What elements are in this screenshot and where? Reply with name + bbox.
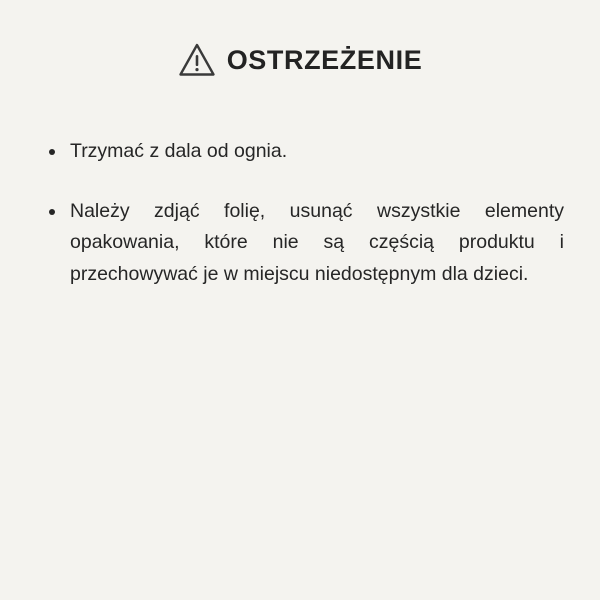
warning-triangle-icon bbox=[178, 42, 216, 78]
warning-content bbox=[0, 136, 600, 290]
list-item-text: Należy zdjąć folię, usunąć wszystkie elementy opakowania, które nie są częścią produktu i przechowywać je w miejscu niedostępnym dla dzieci. bbox=[70, 199, 564, 285]
list-item-text: Trzymać z dala od ognia. bbox=[70, 140, 288, 162]
page-title: OSTRZEŻENIE bbox=[226, 44, 423, 75]
warning-header bbox=[0, 42, 600, 78]
list-item bbox=[40, 136, 564, 168]
warning-list bbox=[40, 136, 564, 290]
list-item bbox=[40, 196, 564, 291]
